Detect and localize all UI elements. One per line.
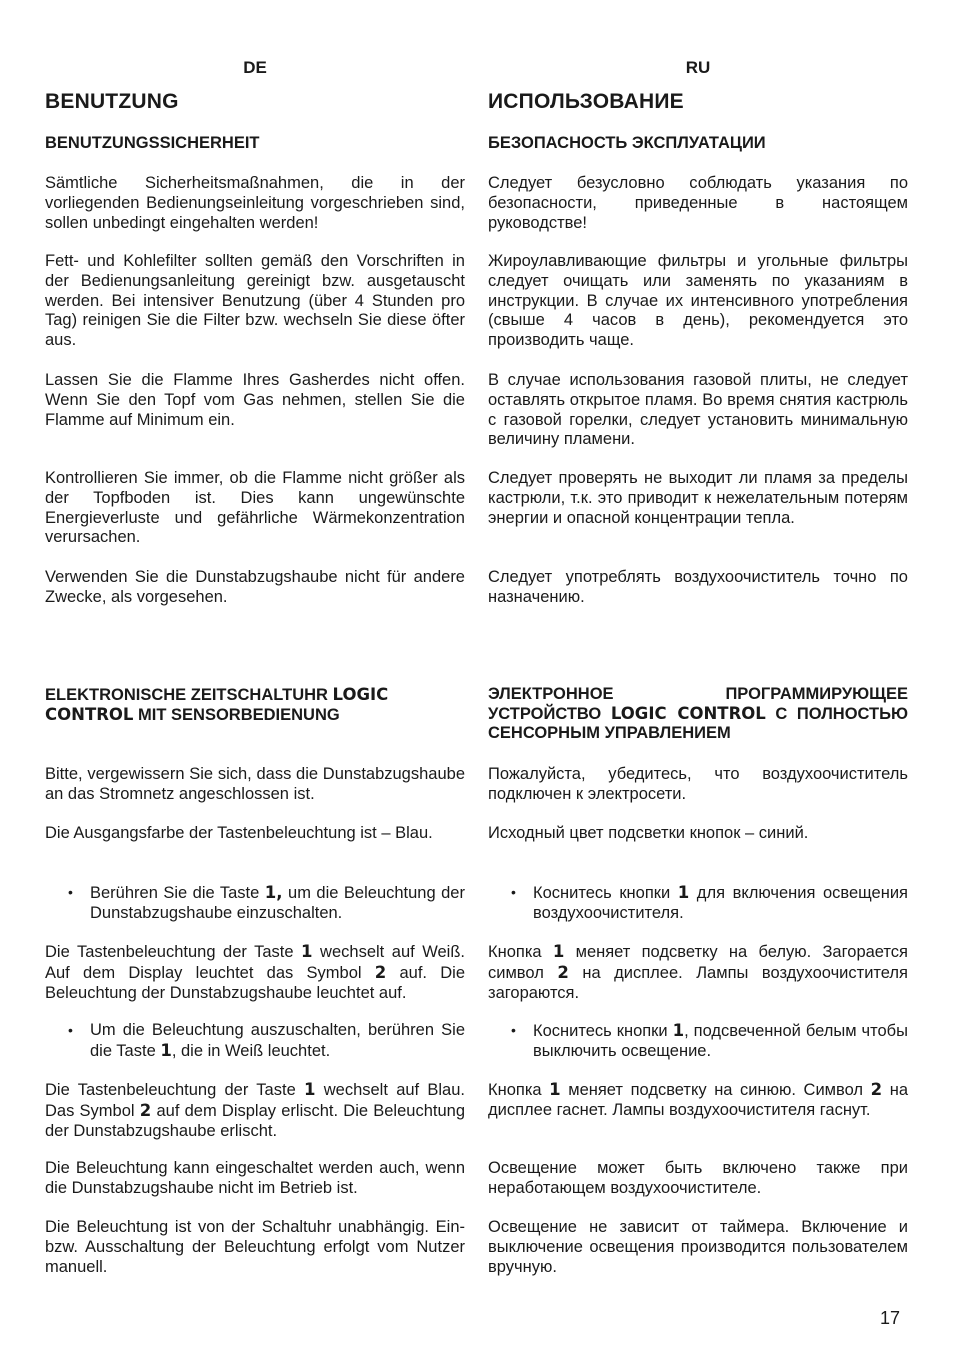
bullet-item: • Um die Beleuchtung auszuschalten, berühren Sie die Taste 1, die in Weiß leuchtet. (45, 1021, 465, 1062)
brand-name: CONTROL (45, 705, 134, 724)
paragraph: Sämtliche Sicherheitsmaßnahmen, die in der vorliegenden Bedienungseinleitung vorgeschrieben sind, sollen unbedingt eingehalten werden! (45, 174, 465, 232)
paragraph: Освещение может быть включено также при неработающем воздухоочистителе. (488, 1159, 908, 1197)
paragraph: Кнопка 1 меняет подсветку на белую. Загорается символ 2 на дисплее. Лампы воздухоочистителя загораются. (488, 942, 908, 1002)
paragraph: Die Beleuchtung ist von der Schaltuhr unabhängig. Ein- bzw. Ausschaltung der Beleuchtung erfolgt vom Nutzer manuell. (45, 1218, 465, 1276)
paragraph: Следует употреблять воздухоочиститель точно по назначению. (488, 568, 908, 606)
paragraph: Verwenden Sie die Dunstabzugshaube nicht für andere Zwecke, als vorgesehen. (45, 568, 465, 606)
paragraph: Следует проверять не выходит ли пламя за пределы кастрюли, т.к. это приводит к нежелательным потерям энергии и опасной концентрации тепла. (488, 469, 908, 527)
page-number: 17 (880, 1308, 901, 1328)
paragraph: Fett- und Kohlefilter sollten gemäß den Vorschriften in der Bedienungsanleitung gereinigt bzw. ausgetauscht werden. Bei intensiver Benutzung (über 4 Stunden pro Tag) reinigen Sie die Filter bzw. wechseln Sie diese öfter aus. (45, 252, 465, 350)
paragraph: Kontrollieren Sie immer, ob die Flamme nicht größer als der Topfboden ist. Dies kann ungewünschte Energieverluste und gefährliche Wärmekonzentration verursachen. (45, 469, 465, 547)
paragraph: Die Beleuchtung kann eingeschaltet werden auch, wenn die Dunstabzugshaube nicht im Betrieb ist. (45, 1159, 465, 1197)
bullet-item: • Коснитесь кнопки 1, подсвеченной белым чтобы выключить освещение. (488, 1021, 908, 1062)
paragraph: Die Tastenbeleuchtung der Taste 1 wechselt auf Weiß. Auf dem Display leuchtet das Symbol 2 auf. Die Beleuchtung der Dunstabzugshaube leuchtet auf. (45, 942, 465, 1002)
section-title: BENUTZUNG (45, 90, 179, 113)
bullet-item: • Коснитесь кнопки 1 для включения освещения воздухоочистителя. (488, 883, 908, 924)
brand-name: LOGIC CONTROL (610, 704, 766, 723)
bullet-item: • Berühren Sie die Taste 1, um die Beleuchtung der Dunstabzugshaube einzuschalten. (45, 883, 465, 924)
paragraph: Bitte, vergewissern Sie sich, dass die Dunstabzugshaube an das Stromnetz angeschlossen ist. (45, 765, 465, 803)
paragraph: Кнопка 1 меняет подсветку на синюю. Символ 2 на дисплее гаснет. Лампы воздухоочистителя гаснут. (488, 1080, 908, 1119)
section-title: ИСПОЛЬЗОВАНИЕ (488, 90, 684, 113)
subsection-heading: БЕЗОПАСНОСТЬ ЭКСПЛУАТАЦИИ (488, 134, 766, 152)
paragraph: Исходный цвет подсветки кнопок – синий. (488, 824, 809, 842)
subsection-heading: ELEKTRONISCHE ZEITSCHALTUHR LOGIC CONTROL MIT SENSORBEDIENUNG (45, 685, 389, 724)
paragraph: Следует безусловно соблюдать указания по безопасности, приведенные в настоящем руководстве! (488, 174, 908, 232)
paragraph: Die Ausgangsfarbe der Tastenbeleuchtung ist – Blau. (45, 824, 433, 842)
brand-name: LOGIC (332, 685, 389, 704)
paragraph: Die Tastenbeleuchtung der Taste 1 wechselt auf Blau. Das Symbol 2 auf dem Display erlischt. Die Beleuchtung der Dunstabzugshaube erlischt. (45, 1080, 465, 1140)
paragraph: Lassen Sie die Flamme Ihres Gasherdes nicht offen. Wenn Sie den Topf vom Gas nehmen, stellen Sie die Flamme auf Minimum ein. (45, 371, 465, 429)
subsection-heading: BENUTZUNGSSICHERHEIT (45, 134, 260, 152)
subsection-heading: ЭЛЕКТРОННОЕ ПРОГРАММИРУЮЩЕЕ УСТРОЙСТВО LOGIC CONTROL С ПОЛНОСТЬЮ СЕНСОРНЫМ УПРАВЛЕНИЕМ (488, 685, 908, 742)
paragraph: Пожалуйста, убедитесь, что воздухоочиститель подключен к электросети. (488, 765, 908, 803)
language-label: DE (243, 58, 267, 77)
paragraph: Жироулавливающие фильтры и угольные фильтры следует очищать или заменять по указаниям в инструкции. В случае их интенсивного употребления (свыше 4 часов в день), рекомендуется это производить чаще. (488, 252, 908, 350)
paragraph: Освещение не зависит от таймера. Включение и выключение освещения производится пользователем вручную. (488, 1218, 908, 1276)
paragraph: В случае использования газовой плиты, не следует оставлять открытое пламя. Во время снятия кастрюль с газовой горелки, следует установить минимальную величину пламени. (488, 371, 908, 449)
language-label: RU (685, 58, 711, 77)
